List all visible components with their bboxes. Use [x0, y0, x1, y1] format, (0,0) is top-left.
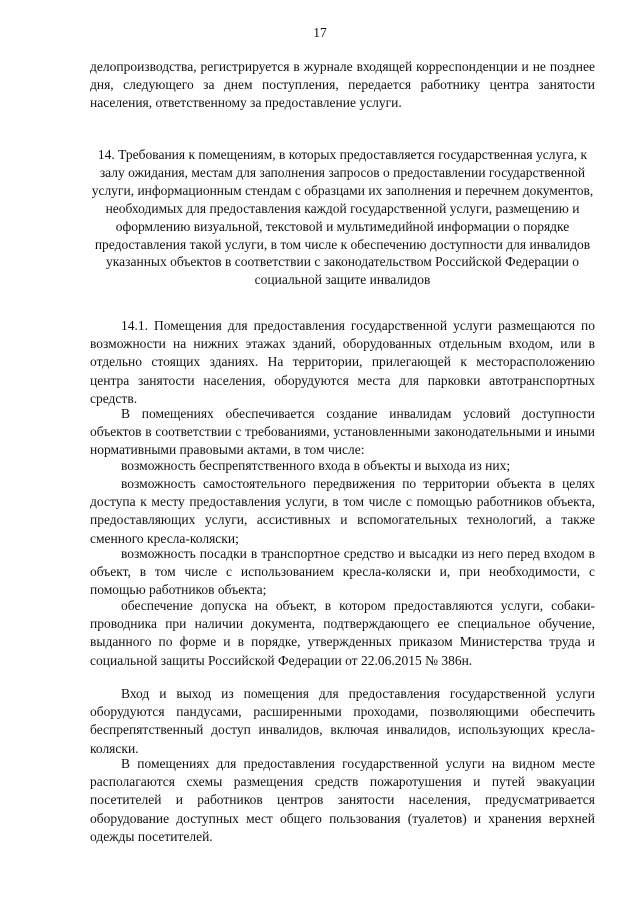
paragraph-ramps: Вход и выход из помещения для предоставления государственной услуги оборудуются пандусами, расширенными проходами, позволяющими обеспечить беспрепятственный доступ инвалидов, включая инвалидов, использующих кресла-коляски.: [90, 686, 595, 756]
paragraph-14-1: 14.1. Помещения для предоставления государственной услуги размещаются по возможности на нижних этажах зданий, оборудованных отдельным входом, или в отдельно стоящих зданиях. На территории, прилегающей к месторасположению центра занятости населения, оборудуются места для парковки автотранспортных средств.: [90, 318, 595, 406]
intro-paragraph: делопроизводства, регистрируется в журнале входящей корреспонденции и не позднее дня, следующего за днем поступления, передается работнику центра занятости населения, ответственному за предоставление услуги.: [90, 59, 595, 111]
section-heading: 14. Требования к помещениям, в которых предоставляется государственная услуга, к залу ожидания, местам для заполнения запросов о предоставлении государственной услуги, информационным стендам с образцами их заполнения и перечнем документов, необходимых для предоставления каждой государственной услуги, размещению и оформлению визуальной, текстовой и мультимедийной информации о порядке предоставления такой услуги, в том числе к обеспечению доступности для инвалидов указанных объектов в соответствии с законодательством Российской Федерации о социальной защите инвалидов: [91, 147, 594, 288]
paragraph-boarding: возможность посадки в транспортное средство и высадки из него перед входом в объект, в том числе с использованием кресла-коляски и, при необходимости, с помощью работников объекта;: [90, 546, 595, 598]
paragraph-movement: возможность самостоятельного передвижения по территории объекта в целях доступа к месту предоставления услуги, в том числе с помощью работников объекта, предоставляющих услуги, ассистивных и вспомогательных технологий, а также сменного кресла-коляски;: [90, 476, 595, 546]
paragraph-accessibility-conditions: В помещениях обеспечивается создание инвалидам условий доступности объектов в соответствии с требованиями, установленными законодательными и иными нормативными правовыми актами, в том числе:: [90, 406, 595, 458]
page-number: 17: [313, 25, 327, 40]
paragraph-guide-dog: обеспечение допуска на объект, в котором предоставляются услуги, собаки-проводника при наличии документа, подтверждающего ее специальное обучение, выданного по форме и в порядке, утвержденных приказом Министерства труда и социальной защиты Российской Федерации от 22.06.2015 № 386н.: [90, 598, 595, 668]
paragraph-entry-exit: возможность беспрепятственного входа в объекты и выхода из них;: [121, 458, 511, 473]
paragraph-evacuation-schemes: В помещениях для предоставления государственной услуги на видном месте располагаются схемы размещения средств пожаротушения и путей эвакуации посетителей и работников центров занятости населения, предусматривается оборудование доступных мест общего пользования (туалетов) и хранения верхней одежды посетителей.: [90, 756, 595, 844]
